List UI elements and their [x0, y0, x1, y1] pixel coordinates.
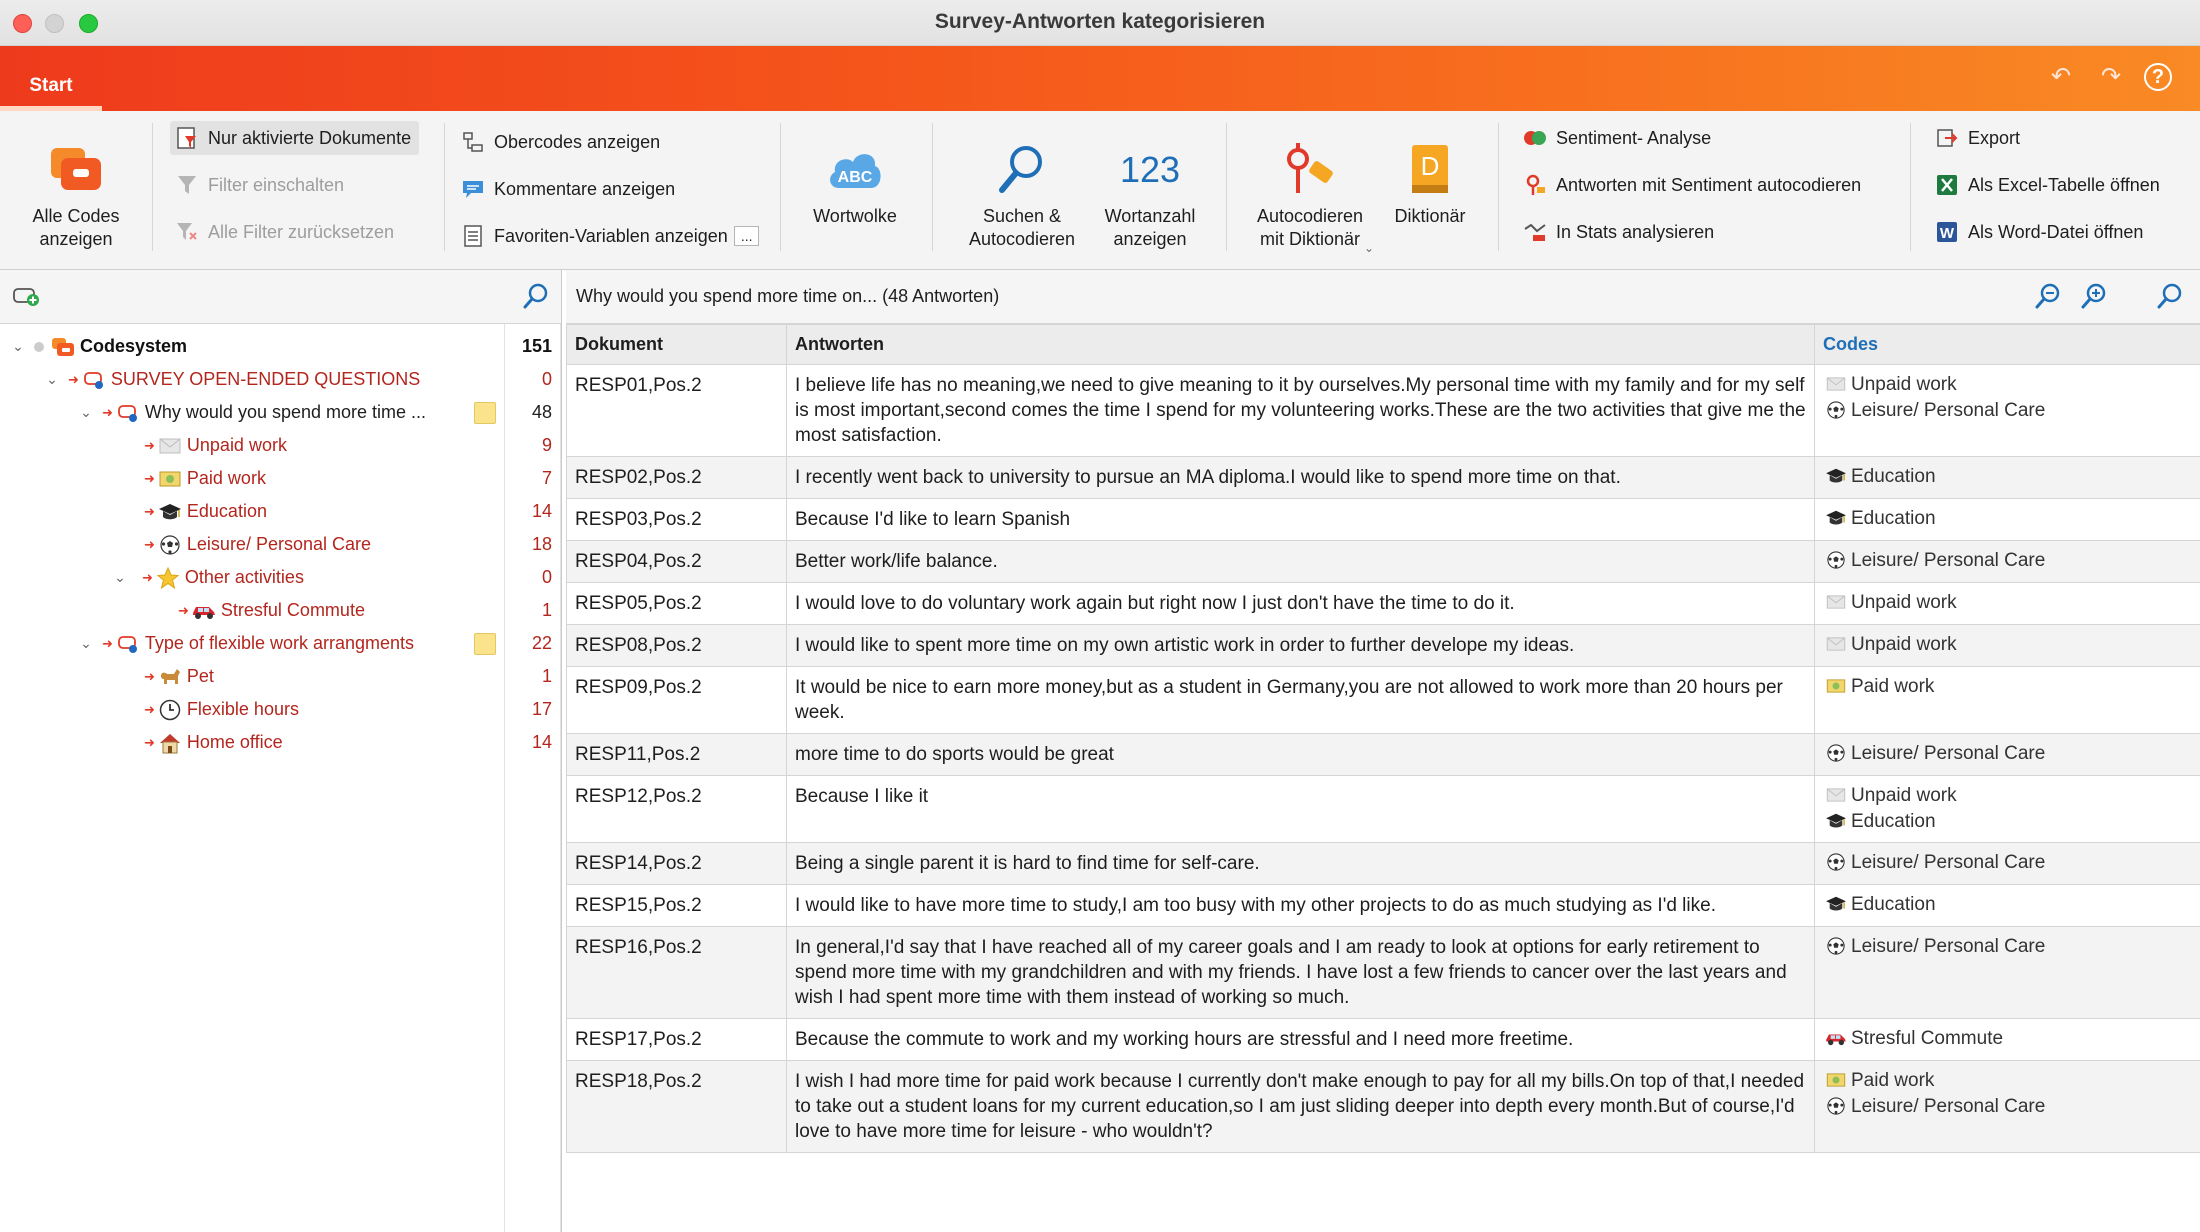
answers-table: [566, 324, 2200, 1153]
codes-cell[interactable]: [1815, 625, 2200, 667]
search-icon: [950, 133, 1094, 205]
code-chip-label: Unpaid work: [1851, 591, 1957, 613]
answers-toolbar: [566, 270, 2200, 324]
soccer-ball-icon: [1823, 853, 1849, 871]
answers-title: Why would you spend more time on... (48 Antworten): [576, 286, 1000, 306]
ribbon: [0, 111, 2200, 270]
answer-cell[interactable]: Because I like it: [787, 776, 1815, 843]
favoriten-button[interactable]: Favoriten-Variablen anzeigen ...: [460, 219, 759, 253]
excel-icon: [1934, 172, 1960, 198]
svg-text:D: D: [1420, 151, 1440, 181]
undo-icon[interactable]: ↶: [2050, 63, 2072, 90]
document-cell[interactable]: RESP09,Pos.2: [567, 667, 787, 734]
code-chip-label: Leisure/ Personal Care: [1851, 549, 2046, 571]
arrow-icon: ➜: [144, 668, 155, 684]
answer-cell[interactable]: I would like to have more time to study,I am too busy with my other projects to do as much studying as I'd like.: [787, 885, 1815, 927]
document-cell[interactable]: RESP01,Pos.2: [567, 365, 787, 457]
envelope-icon: [157, 434, 183, 458]
tree-item-other-activities[interactable]: ⌄ ➜ Other activities 0: [0, 561, 560, 594]
answer-cell[interactable]: Because I'd like to learn Spanish: [787, 499, 1815, 541]
soccer-ball-icon: [1823, 937, 1849, 955]
codes-icon: [16, 133, 136, 205]
tree-item-home-office[interactable]: ➜ Home office 14: [0, 726, 560, 759]
tab-start[interactable]: Start: [0, 64, 102, 111]
codes-cell[interactable]: [1815, 885, 2200, 927]
code-chip-label: Unpaid work: [1851, 373, 1957, 395]
code-chip-label: Leisure/ Personal Care: [1851, 399, 2046, 421]
code-chip[interactable]: [1823, 397, 2192, 423]
document-cell[interactable]: RESP15,Pos.2: [567, 885, 787, 927]
document-cell[interactable]: RESP03,Pos.2: [567, 499, 787, 541]
code-chip-label: Education: [1851, 507, 1936, 529]
memo-icon[interactable]: [474, 402, 496, 424]
table-row[interactable]: [567, 541, 2200, 583]
zoom-out-icon[interactable]: [2034, 282, 2062, 315]
codes-cell[interactable]: [1815, 541, 2200, 583]
word-button[interactable]: W Als Word-Datei öffnen: [1934, 215, 2143, 249]
code-chip[interactable]: [1823, 808, 2192, 834]
wortanzahl-button[interactable]: 123 Wortanzahl anzeigen: [1094, 133, 1206, 251]
sentiment-icon: [1522, 125, 1548, 151]
car-icon: [1823, 1030, 1849, 1046]
codes-cell[interactable]: [1815, 927, 2200, 1019]
table-row[interactable]: [567, 927, 2200, 1019]
codes-cell[interactable]: [1815, 1061, 2200, 1153]
table-row[interactable]: [567, 499, 2200, 541]
codes-cell[interactable]: [1815, 734, 2200, 776]
dog-icon: [157, 665, 183, 689]
envelope-icon: [1823, 788, 1849, 802]
code-chip[interactable]: [1823, 1093, 2192, 1119]
tree-item-pet[interactable]: ➜ Pet 1: [0, 660, 560, 693]
help-icon[interactable]: ?: [2144, 63, 2172, 91]
filter-einschalten-button[interactable]: Filter einschalten: [174, 168, 344, 202]
code-chip-label: Leisure/ Personal Care: [1851, 1095, 2046, 1117]
tree-item-stresful-commute[interactable]: ➜ Stresful Commute 1: [0, 594, 560, 627]
comment-icon: [460, 176, 486, 202]
code-chip-label: Education: [1851, 465, 1936, 487]
answer-cell[interactable]: Better work/life balance.: [787, 541, 1815, 583]
code-system-pane: [0, 270, 562, 1232]
arrow-icon: ➜: [144, 536, 155, 552]
code-chip[interactable]: [1823, 1025, 2192, 1051]
document-cell[interactable]: RESP16,Pos.2: [567, 927, 787, 1019]
soccer-ball-icon: [157, 533, 183, 557]
obercodes-button[interactable]: Obercodes anzeigen: [460, 125, 660, 159]
envelope-icon: [1823, 595, 1849, 609]
car-icon: [191, 599, 217, 623]
code-chip-label: Leisure/ Personal Care: [1851, 851, 2046, 873]
svg-text:ABC: ABC: [837, 169, 873, 186]
stats-button[interactable]: In Stats analysieren: [1522, 215, 1714, 249]
nur-aktivierte-button[interactable]: Nur aktivierte Dokumente: [170, 121, 419, 155]
document-cell[interactable]: RESP18,Pos.2: [567, 1061, 787, 1153]
alle-filter-button[interactable]: Alle Filter zurücksetzen: [174, 215, 394, 249]
codes-cell[interactable]: [1815, 1019, 2200, 1061]
money-icon: [157, 467, 183, 491]
funnel-reset-icon: [174, 219, 200, 245]
table-row[interactable]: [567, 1019, 2200, 1061]
document-filter-icon: [174, 125, 200, 151]
table-row[interactable]: [567, 885, 2200, 927]
answer-cell[interactable]: Being a single parent it is hard to find time for self-care.: [787, 843, 1815, 885]
code-chip-label: Paid work: [1851, 675, 1935, 697]
code-chip[interactable]: [1823, 505, 2192, 531]
answer-cell[interactable]: I would like to spent more time on my own artistic work in order to further develope my ideas.: [787, 625, 1815, 667]
word-count-icon: 123: [1119, 148, 1181, 190]
code-chip-label: Leisure/ Personal Care: [1851, 742, 2046, 764]
table-row[interactable]: [567, 365, 2200, 457]
document-cell[interactable]: RESP11,Pos.2: [567, 734, 787, 776]
soccer-ball-icon: [1823, 744, 1849, 762]
diktionaer-button[interactable]: D Diktionär: [1380, 133, 1480, 228]
code-chip[interactable]: [1823, 463, 2192, 489]
code-chip[interactable]: [1823, 1067, 2192, 1093]
memo-icon[interactable]: [474, 633, 496, 655]
excel-button[interactable]: Als Excel-Tabelle öffnen: [1934, 168, 2160, 202]
soccer-ball-icon: [1823, 1097, 1849, 1115]
chevron-down-icon[interactable]: ⌄: [12, 338, 24, 354]
codes-cell[interactable]: [1815, 583, 2200, 625]
money-icon: [1823, 679, 1849, 693]
table-row[interactable]: [567, 457, 2200, 499]
code-chip[interactable]: [1823, 933, 2192, 959]
soccer-ball-icon: [1823, 551, 1849, 569]
answer-cell[interactable]: I recently went back to university to pursue an MA diploma.I would like to spend more time on that.: [787, 457, 1815, 499]
document-cell[interactable]: RESP08,Pos.2: [567, 625, 787, 667]
suchen-autocodieren-button[interactable]: Suchen & Autocodieren: [950, 133, 1094, 251]
table-row[interactable]: [567, 1061, 2200, 1153]
tree-item-unpaid-work[interactable]: ➜ Unpaid work 9: [0, 429, 560, 462]
answer-cell[interactable]: Because the commute to work and my working hours are stressful and I need more freetime.: [787, 1019, 1815, 1061]
wortwolke-button[interactable]: ABC Wortwolke: [790, 133, 920, 228]
codes-cell[interactable]: [1815, 776, 2200, 843]
chevron-down-icon[interactable]: ⌄: [80, 404, 92, 420]
star-icon: [155, 566, 181, 590]
table-row[interactable]: [567, 734, 2200, 776]
tree-item-leisure[interactable]: ➜ Leisure/ Personal Care 18: [0, 528, 560, 561]
chevron-down-icon[interactable]: ⌄: [114, 569, 126, 585]
code-chip[interactable]: [1823, 631, 2192, 657]
codes-cell[interactable]: [1815, 667, 2200, 734]
code-chip[interactable]: [1823, 547, 2192, 573]
code-chip-label: Unpaid work: [1851, 633, 1957, 655]
graduation-cap-icon: [1823, 467, 1849, 485]
answer-cell[interactable]: more time to do sports would be great: [787, 734, 1815, 776]
table-row[interactable]: [567, 667, 2200, 734]
window-title: Survey-Antworten kategorisieren: [934, 10, 1266, 33]
word-icon: [1934, 219, 1960, 245]
export-button[interactable]: Export: [1934, 121, 2020, 155]
tree-item-survey[interactable]: ⌄ ➜ SURVEY OPEN-ENDED QUESTIONS 0: [0, 363, 560, 396]
kommentare-button[interactable]: Kommentare anzeigen: [460, 172, 675, 206]
redo-icon[interactable]: ↷: [2100, 63, 2122, 90]
code-chip[interactable]: [1823, 891, 2192, 917]
column-header-codes[interactable]: Codes: [1815, 325, 2200, 365]
clock-icon: [157, 698, 183, 722]
answers-pane: [566, 270, 2200, 1232]
autocode-dictionary-icon: [1240, 133, 1380, 205]
title-bar: [0, 0, 2200, 46]
code-chip[interactable]: [1823, 849, 2192, 875]
word-cloud-icon: [790, 133, 920, 205]
sentiment-autocodieren-button[interactable]: Antworten mit Sentiment autocodieren: [1522, 168, 1861, 202]
arrow-icon: ➜: [144, 734, 155, 750]
code-chip-label: Stresful Commute: [1851, 1027, 2004, 1049]
arrow-icon: ➜: [144, 701, 155, 717]
tree-root-codesystem[interactable]: ⌄ Codesystem 151: [0, 330, 560, 363]
new-code-icon[interactable]: [12, 284, 42, 313]
codesystem-icon: [50, 335, 76, 359]
code-chip[interactable]: [1823, 740, 2192, 766]
favoriten-more-button[interactable]: ...: [734, 226, 760, 246]
search-codes-icon[interactable]: [522, 282, 550, 315]
graduation-cap-icon: [1823, 812, 1849, 830]
code-chip[interactable]: [1823, 371, 2192, 397]
hierarchy-icon: [460, 129, 486, 155]
tree-item-education[interactable]: ➜ Education 14: [0, 495, 560, 528]
arrow-icon: ➜: [178, 602, 189, 618]
autocode-icon: [1522, 172, 1548, 198]
soccer-ball-icon: [1823, 401, 1849, 419]
column-header-antworten[interactable]: Antworten: [787, 325, 1815, 365]
tree-item-paid-work[interactable]: ➜ Paid work 7: [0, 462, 560, 495]
graduation-cap-icon: [157, 500, 183, 524]
arrow-icon: ➜: [142, 569, 153, 585]
arrow-icon: ➜: [102, 635, 113, 651]
code-chip-label: Education: [1851, 810, 1936, 832]
codes-cell[interactable]: [1815, 499, 2200, 541]
table-row[interactable]: [567, 625, 2200, 667]
tree-item-why-spend[interactable]: ⌄ ➜ Why would you spend more time ... 48: [0, 396, 560, 429]
code-chip-label: Unpaid work: [1851, 784, 1957, 806]
chevron-down-icon[interactable]: ⌄: [46, 371, 58, 387]
code-chip-label: Education: [1851, 893, 1936, 915]
alle-codes-button[interactable]: Alle Codes anzeigen: [16, 133, 136, 251]
code-system-toolbar: [0, 270, 561, 324]
envelope-icon: [1823, 637, 1849, 651]
arrow-icon: ➜: [144, 503, 155, 519]
codes-cell[interactable]: [1815, 843, 2200, 885]
sentiment-button[interactable]: Sentiment- Analyse: [1522, 121, 1711, 155]
table-row[interactable]: [567, 583, 2200, 625]
graduation-cap-icon: [1823, 509, 1849, 527]
arrow-icon: ➜: [68, 371, 79, 387]
column-header-dokument[interactable]: Dokument: [567, 325, 787, 365]
answer-cell[interactable]: It would be nice to earn more money,but as a student in Germany,you are not allowed to work more than 20 hours per week.: [787, 667, 1815, 734]
code-set-icon: [115, 632, 141, 656]
export-icon: [1934, 125, 1960, 151]
zoom-in-icon[interactable]: [2080, 282, 2108, 315]
codes-cell[interactable]: [1815, 457, 2200, 499]
answer-cell[interactable]: I would love to do voluntary work again but right now I just don't have the time to do it.: [787, 583, 1815, 625]
arrow-icon: ➜: [102, 404, 113, 420]
search-answers-icon[interactable]: [2156, 282, 2184, 315]
arrow-icon: ➜: [144, 437, 155, 453]
codes-cell[interactable]: [1815, 365, 2200, 457]
chevron-down-icon[interactable]: ⌄: [80, 635, 92, 651]
code-chip-label: Leisure/ Personal Care: [1851, 935, 2046, 957]
graduation-cap-icon: [1823, 895, 1849, 913]
answer-cell[interactable]: I wish I had more time for paid work because I currently don't make enough to pay for all my bills.On top of that,I needed to take out a student loans for my current education,so I am just sliding deeper into depth every month.But of course,I'd love to have more time for leisure - who wouldn't?: [787, 1061, 1815, 1153]
tree-item-flexible-hours[interactable]: ➜ Flexible hours 17: [0, 693, 560, 726]
stats-icon: [1522, 219, 1548, 245]
table-row[interactable]: [567, 776, 2200, 843]
document-cell[interactable]: RESP14,Pos.2: [567, 843, 787, 885]
money-icon: [1823, 1073, 1849, 1087]
code-set-icon: [81, 368, 107, 392]
document-cell[interactable]: RESP05,Pos.2: [567, 583, 787, 625]
arrow-icon: ➜: [144, 470, 155, 486]
answer-cell[interactable]: I believe life has no meaning,we need to give meaning to it by ourselves.My personal time with my family and for my self is most important,second comes the time I spend for my volunteering works.These are the two activities that give me the most satisfaction.: [787, 365, 1815, 457]
document-cell[interactable]: RESP12,Pos.2: [567, 776, 787, 843]
dictionary-icon: [1380, 133, 1480, 205]
ribbon-tab-bar: [0, 46, 2200, 111]
code-set-icon: [115, 401, 141, 425]
envelope-icon: [1823, 377, 1849, 391]
code-chip-label: Paid work: [1851, 1069, 1935, 1091]
answer-cell[interactable]: In general,I'd say that I have reached all of my career goals and I am ready to look at options for early retirement to spend more time with my grandchildren and with my friends. I have lost a few friends to cancer over the last years and wish I had spent more time with them instead of working so much.: [787, 927, 1815, 1019]
autocodieren-button[interactable]: Autocodieren mit Diktionär ⌄: [1240, 133, 1380, 251]
tree-item-flexible-work[interactable]: ⌄ ➜ Type of flexible work arrangments 22: [0, 627, 560, 660]
document-cell[interactable]: RESP04,Pos.2: [567, 541, 787, 583]
list-icon: [460, 223, 486, 249]
document-cell[interactable]: RESP02,Pos.2: [567, 457, 787, 499]
svg-text:W: W: [1939, 225, 1955, 242]
code-chip[interactable]: [1823, 673, 2192, 699]
funnel-icon: [174, 172, 200, 198]
house-icon: [157, 731, 183, 755]
table-row[interactable]: [567, 843, 2200, 885]
code-chip[interactable]: [1823, 782, 2192, 808]
code-chip[interactable]: [1823, 589, 2192, 615]
document-cell[interactable]: RESP17,Pos.2: [567, 1019, 787, 1061]
